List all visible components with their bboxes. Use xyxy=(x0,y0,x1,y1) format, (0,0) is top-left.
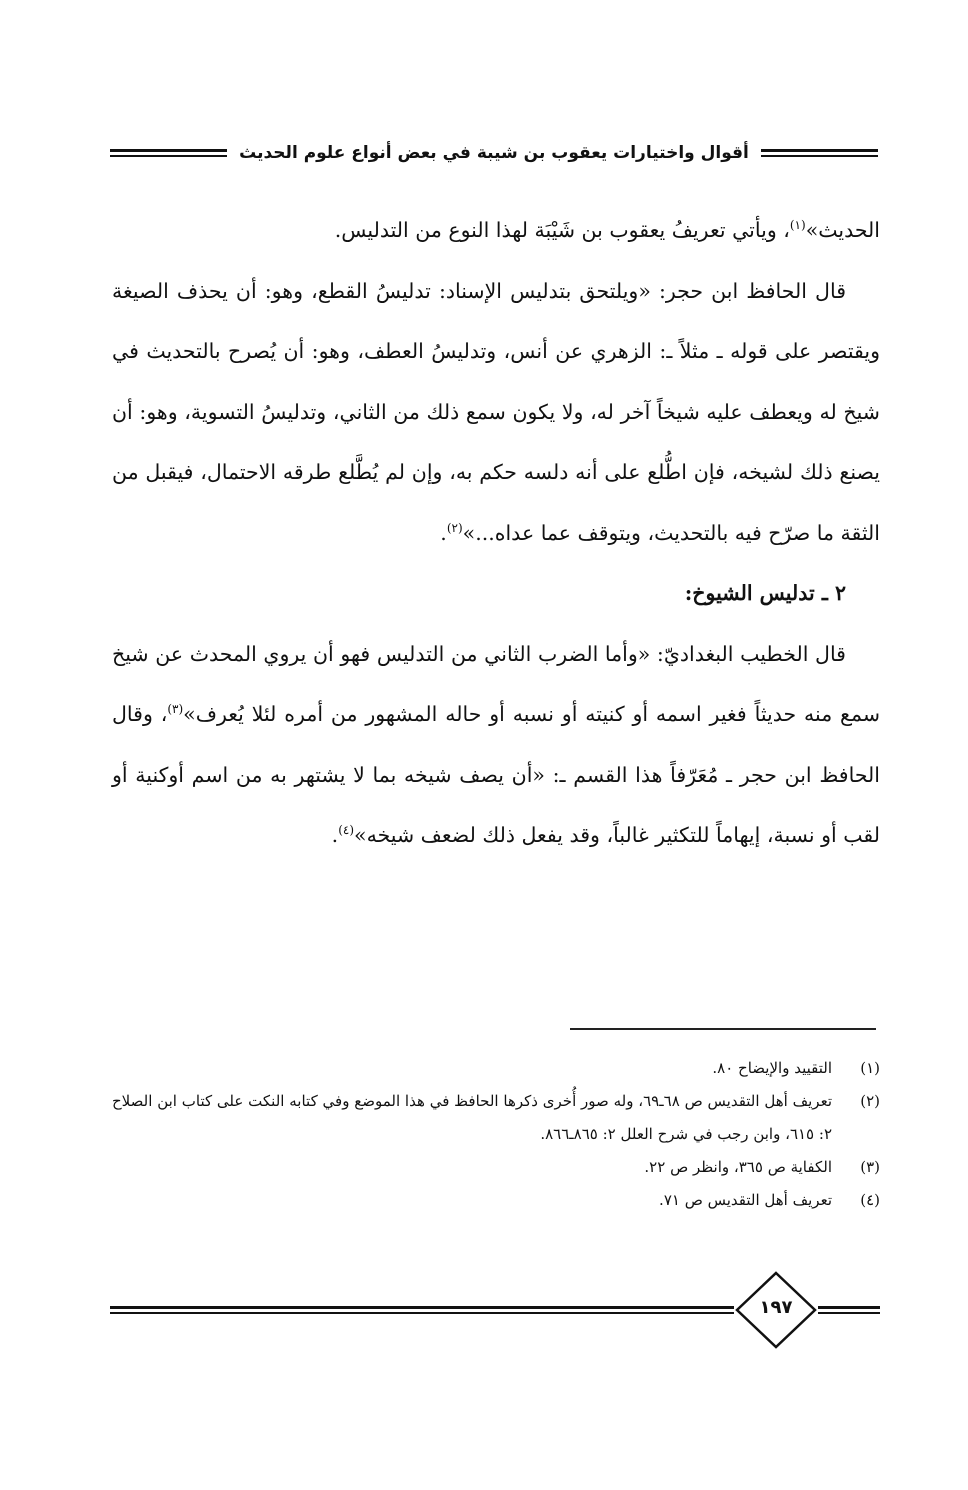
running-header-title: أقوال واختيارات يعقوب بن شيبة في بعض أنواع علوم الحديث xyxy=(239,143,749,163)
footnote-2 xyxy=(112,1085,880,1151)
footer-rule-right xyxy=(818,1306,880,1314)
paragraph-3-text: قال الخطيب البغداديّ: «وأما الضرب الثاني من التدليس فهو أن يروي المحدث عن شيخ سمع منه حديثاً فغير اسمه أو كنيته أو نسبه أو حاله المشهور من أمره لئلا يُعرف» xyxy=(112,641,880,726)
paragraph-2-text: قال الحافظ ابن حجر: «ويلتحق بتدليس الإسناد: تدليسُ القطع، وهو: أن يحذف الصيغة ويقتصر على قوله ـ مثلاً ـ: الزهري عن أنس، وتدليسُ العطف، وهو: أن يُصرح بالتحديث في شيخ له ويعطف عليه شيخاً آخر له، ولا يكون سمع ذلك من الثاني، وتدليسُ التسوية، وهو: أن يصنع ذلك لشيخه، فإن اطُّلع على أنه دلسه حكم به، وإن لم يُطَّلع طرقه الاحتمال، فيقبل من الثقة ما صرّح فيه بالتحديث، ويتوقف عما عداه...» xyxy=(112,278,880,545)
footnote-text: تعريف أهل التقديس ص ٧١. xyxy=(659,1191,832,1209)
footnote-1 xyxy=(112,1052,880,1085)
footnote-text: التقييد والإيضاح ٨٠. xyxy=(712,1059,832,1077)
main-text xyxy=(112,200,880,866)
page-number-badge xyxy=(734,1270,818,1350)
footnote-number: (١) xyxy=(860,1059,880,1077)
paragraph-1 xyxy=(112,200,880,261)
footnote-3 xyxy=(112,1151,880,1184)
footnote-text: تعريف أهل التقديس ص ٦٨ـ٦٩، وله صور أُخرى ذكرها الحافظ في هذا الموضع وفي كتابه النكت على كتاب ابن الصلاح ٢: ٦١٥، وابن رجب في شرح العلل ٢: ٨٦٥ـ٨٦٦. xyxy=(112,1092,832,1143)
page-footer xyxy=(110,1270,880,1350)
paragraph-1-text: الحديث» xyxy=(805,218,880,242)
running-header xyxy=(110,138,878,168)
footnote-ref-3: (٣) xyxy=(167,702,184,717)
header-rule-left xyxy=(110,149,227,157)
footnote-separator xyxy=(570,1028,876,1030)
paragraph-2 xyxy=(112,261,880,564)
footnote-ref-2: (٢) xyxy=(446,520,463,535)
footnote-number: (٤) xyxy=(860,1191,880,1209)
footnote-ref-4: (٤) xyxy=(338,823,355,838)
footnote-ref-1: (١) xyxy=(789,218,806,233)
paragraph-3 xyxy=(112,624,880,866)
footnote-text: الكفاية ص ٣٦٥، وانظر ص ٢٢. xyxy=(644,1158,832,1176)
header-rule-right xyxy=(761,149,878,157)
section-heading: ٢ ـ تدليس الشيوخ: xyxy=(684,581,846,605)
footer-rule-left xyxy=(110,1306,734,1314)
paragraph-2-end: . xyxy=(440,520,447,545)
page-number: ١٩٧ xyxy=(759,1297,793,1318)
footnote-number: (٣) xyxy=(860,1158,880,1176)
footnote-4 xyxy=(112,1184,880,1217)
paragraph-1-rest: ، ويأتي تعريفُ يعقوب بن شَيْبَة لهذا النوع من التدليس. xyxy=(334,218,790,242)
footnotes xyxy=(112,1052,880,1217)
paragraph-3-rest: ، وقال الحافظ ابن حجر ـ مُعَرّفاً هذا القسم ـ: «أن يصف شيخه بما لا يشتهر به من اسم أوكنية أو لقب أو نسبة، إيهاماً للتكثير غالباً، وقد يفعل ذلك لضعف شيخه» xyxy=(112,702,880,847)
paragraph-3-end: . xyxy=(331,823,339,847)
footnote-number: (٢) xyxy=(860,1092,880,1110)
